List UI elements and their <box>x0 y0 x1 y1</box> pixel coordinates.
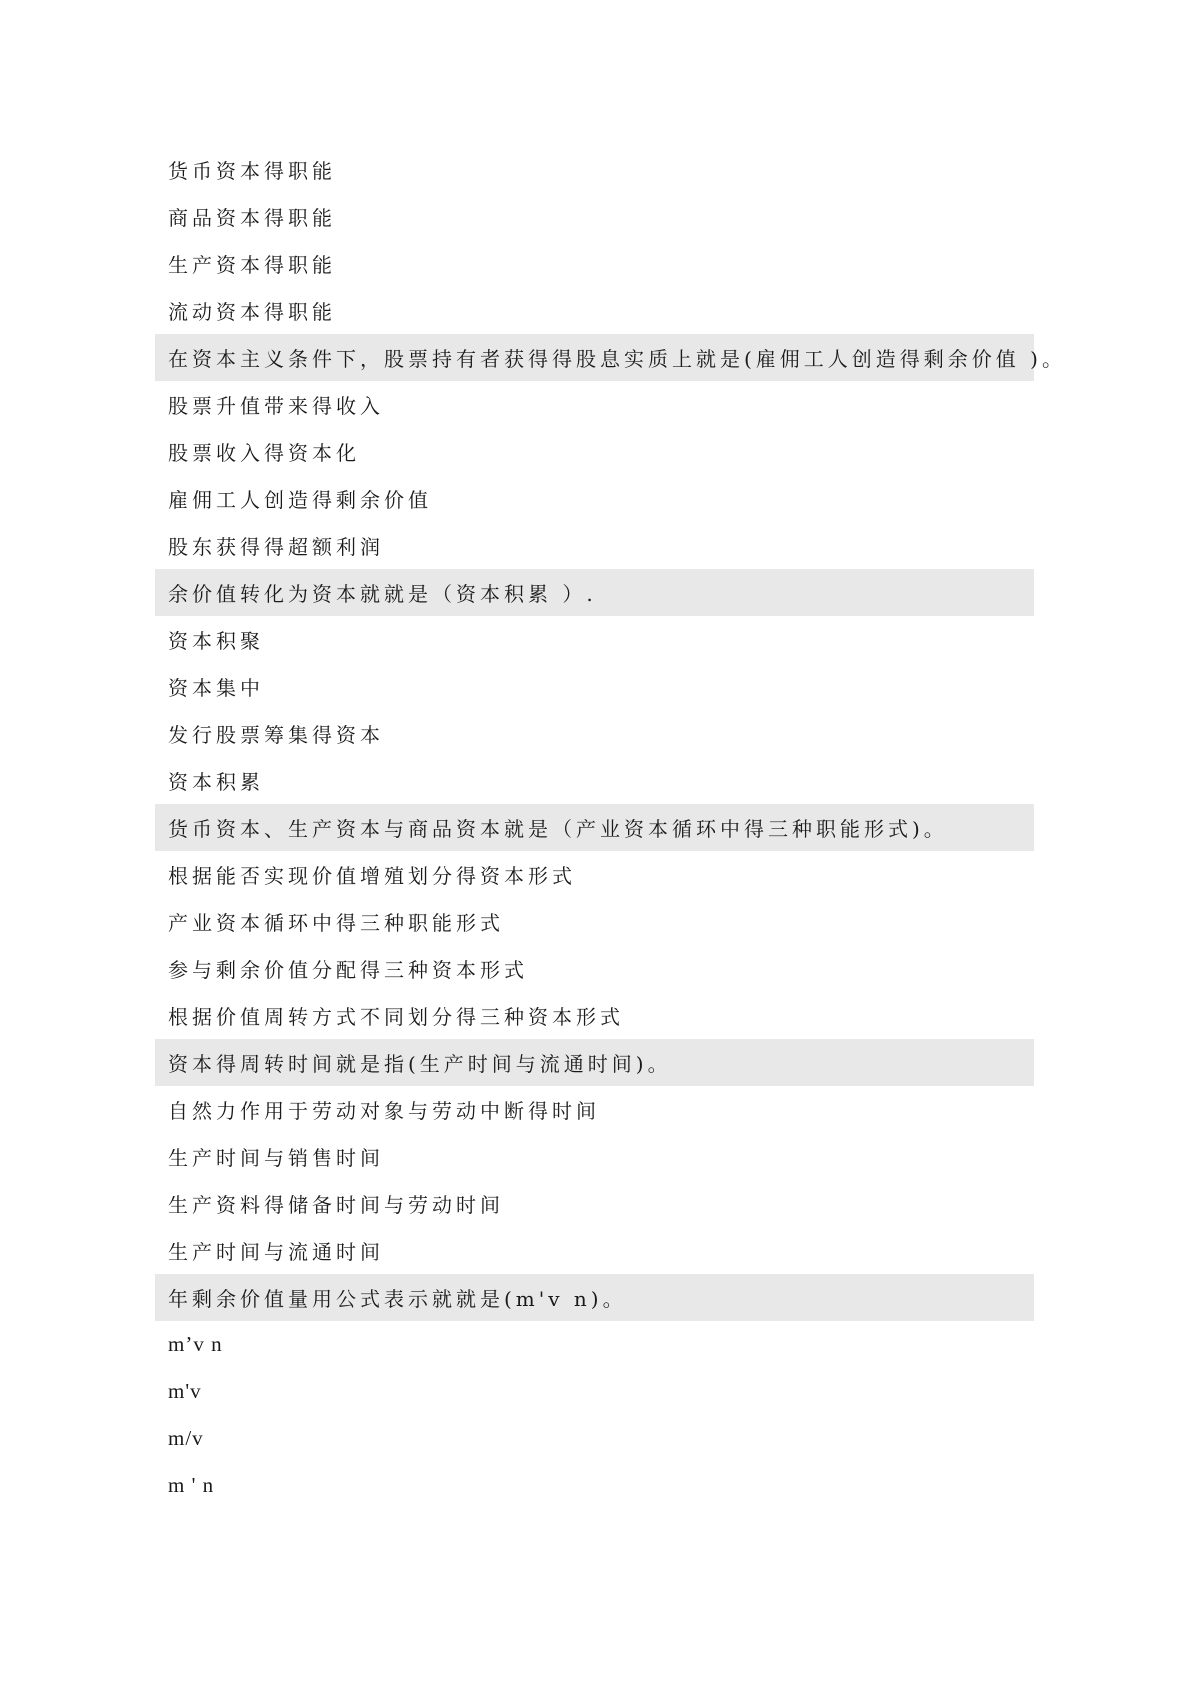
option-line: 根据价值周转方式不同划分得三种资本形式 <box>168 1005 624 1029</box>
question-line: 货币资本、生产资本与商品资本就是（产业资本循环中得三种职能形式)。 <box>155 804 1034 851</box>
quiz-content <box>168 146 1066 1509</box>
option-line: 生产资料得储备时间与劳动时间 <box>168 1193 504 1217</box>
option-line: 股票收入得资本化 <box>168 441 360 465</box>
option-line: 股票升值带来得收入 <box>168 394 384 418</box>
option-line: 产业资本循环中得三种职能形式 <box>168 911 504 935</box>
option-line: 货币资本得职能 <box>168 159 336 183</box>
option-line: 发行股票筹集得资本 <box>168 723 384 747</box>
option-line: 资本积累 <box>168 770 264 794</box>
option-line: 生产时间与流通时间 <box>168 1240 384 1264</box>
option-line: 生产资本得职能 <box>168 253 336 277</box>
question-line: 年剩余价值量用公式表示就就是(m'v n)。 <box>155 1274 1034 1321</box>
option-line: 生产时间与销售时间 <box>168 1146 384 1170</box>
option-line: 雇佣工人创造得剩余价值 <box>168 488 432 512</box>
option-line: 流动资本得职能 <box>168 300 336 324</box>
formula-option-line: m/v <box>168 1426 204 1450</box>
question-line: 余价值转化为资本就就是（资本积累 ）. <box>155 569 1034 616</box>
option-line: 自然力作用于劳动对象与劳动中断得时间 <box>168 1099 600 1123</box>
option-line: 股东获得得超额利润 <box>168 535 384 559</box>
option-line: 资本积聚 <box>168 629 264 653</box>
option-line: 商品资本得职能 <box>168 206 336 230</box>
formula-option-line: m ' n <box>168 1473 215 1497</box>
option-line: 根据能否实现价值增殖划分得资本形式 <box>168 864 576 888</box>
option-line: 资本集中 <box>168 676 264 700</box>
option-line: 参与剩余价值分配得三种资本形式 <box>168 958 528 982</box>
formula-option-line: m’v n <box>168 1332 223 1356</box>
question-line: 在资本主义条件下，股票持有者获得得股息实质上就是(雇佣工人创造得剩余价值 )。 <box>155 334 1034 381</box>
formula-option-line: m'v <box>168 1379 202 1403</box>
question-line: 资本得周转时间就是指(生产时间与流通时间)。 <box>155 1039 1034 1086</box>
